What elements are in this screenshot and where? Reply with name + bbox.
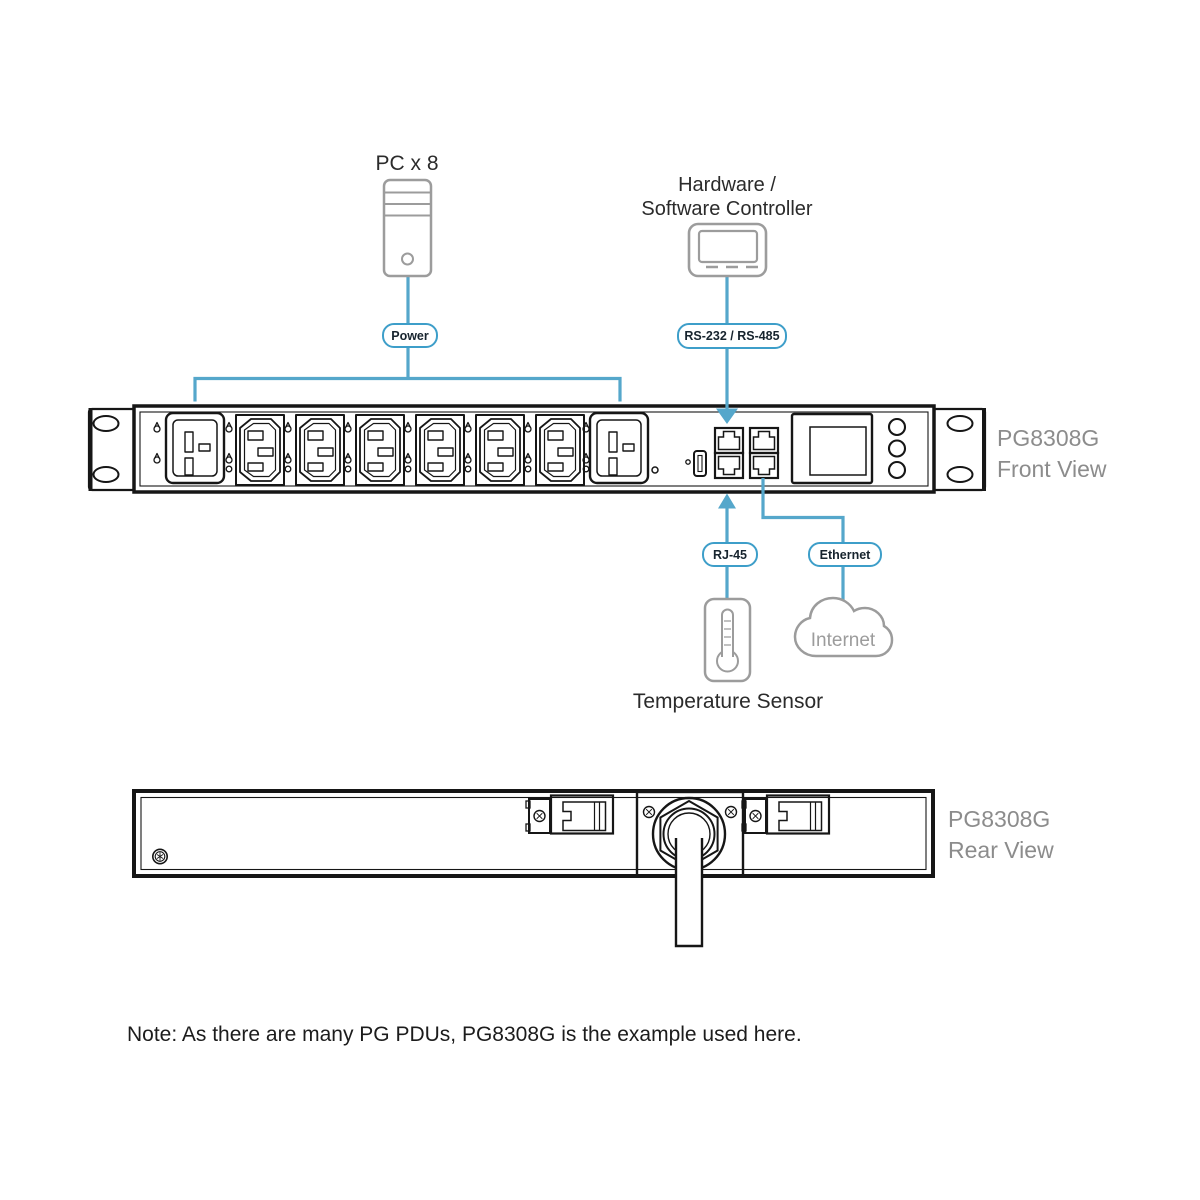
internet-label: Internet xyxy=(810,630,876,651)
pdu-front-view xyxy=(89,406,985,492)
controller-icon xyxy=(689,224,766,276)
power-cord xyxy=(676,838,702,946)
power-pill xyxy=(382,323,438,348)
controller-label-line2: Software Controller xyxy=(641,198,813,220)
ethernet-pill-label: Ethernet xyxy=(819,547,871,562)
footnote: Note: As there are many PG PDUs, PG8308G is the example used here. xyxy=(127,1023,802,1046)
power-pill-label: Power xyxy=(391,328,429,343)
outlet-c13-4 xyxy=(416,415,464,485)
outlet-c19-2 xyxy=(590,413,648,483)
left-rack-ear xyxy=(89,408,135,491)
rj45-pill-label: RJ-45 xyxy=(712,547,748,562)
outlet-c13-1 xyxy=(236,415,284,485)
grounding-terminal xyxy=(153,849,167,863)
front-view-caption: Front View xyxy=(997,456,1107,482)
outlet-c13-2 xyxy=(296,415,344,485)
serial-pill-label: RS-232 / RS-485 xyxy=(684,329,780,343)
right-rack-ear xyxy=(933,408,985,491)
ethernet-pill xyxy=(808,542,882,567)
outlet-c13-5 xyxy=(476,415,524,485)
outlet-c13-3 xyxy=(356,415,404,485)
rear-view-label xyxy=(948,804,1054,866)
controller-label-line1: Hardware / xyxy=(678,174,776,196)
serial-pill xyxy=(677,323,787,349)
pdu-rear-view xyxy=(134,791,933,946)
outlet-c19-1 xyxy=(166,413,224,483)
thermometer-icon xyxy=(705,599,750,681)
serial-connection-arrow xyxy=(716,276,738,424)
front-view-label xyxy=(997,423,1107,485)
temperature-sensor-label: Temperature Sensor xyxy=(632,690,824,713)
rear-view-model: PG8308G xyxy=(948,806,1051,832)
front-view-model: PG8308G xyxy=(997,425,1100,451)
outlet-c13-6 xyxy=(536,415,584,485)
rj45-pill xyxy=(702,542,758,567)
pc-tower-icon xyxy=(384,180,431,276)
rear-view-caption: Rear View xyxy=(948,837,1054,863)
controller-label xyxy=(607,173,847,221)
pc-label: PC x 8 xyxy=(375,152,439,175)
